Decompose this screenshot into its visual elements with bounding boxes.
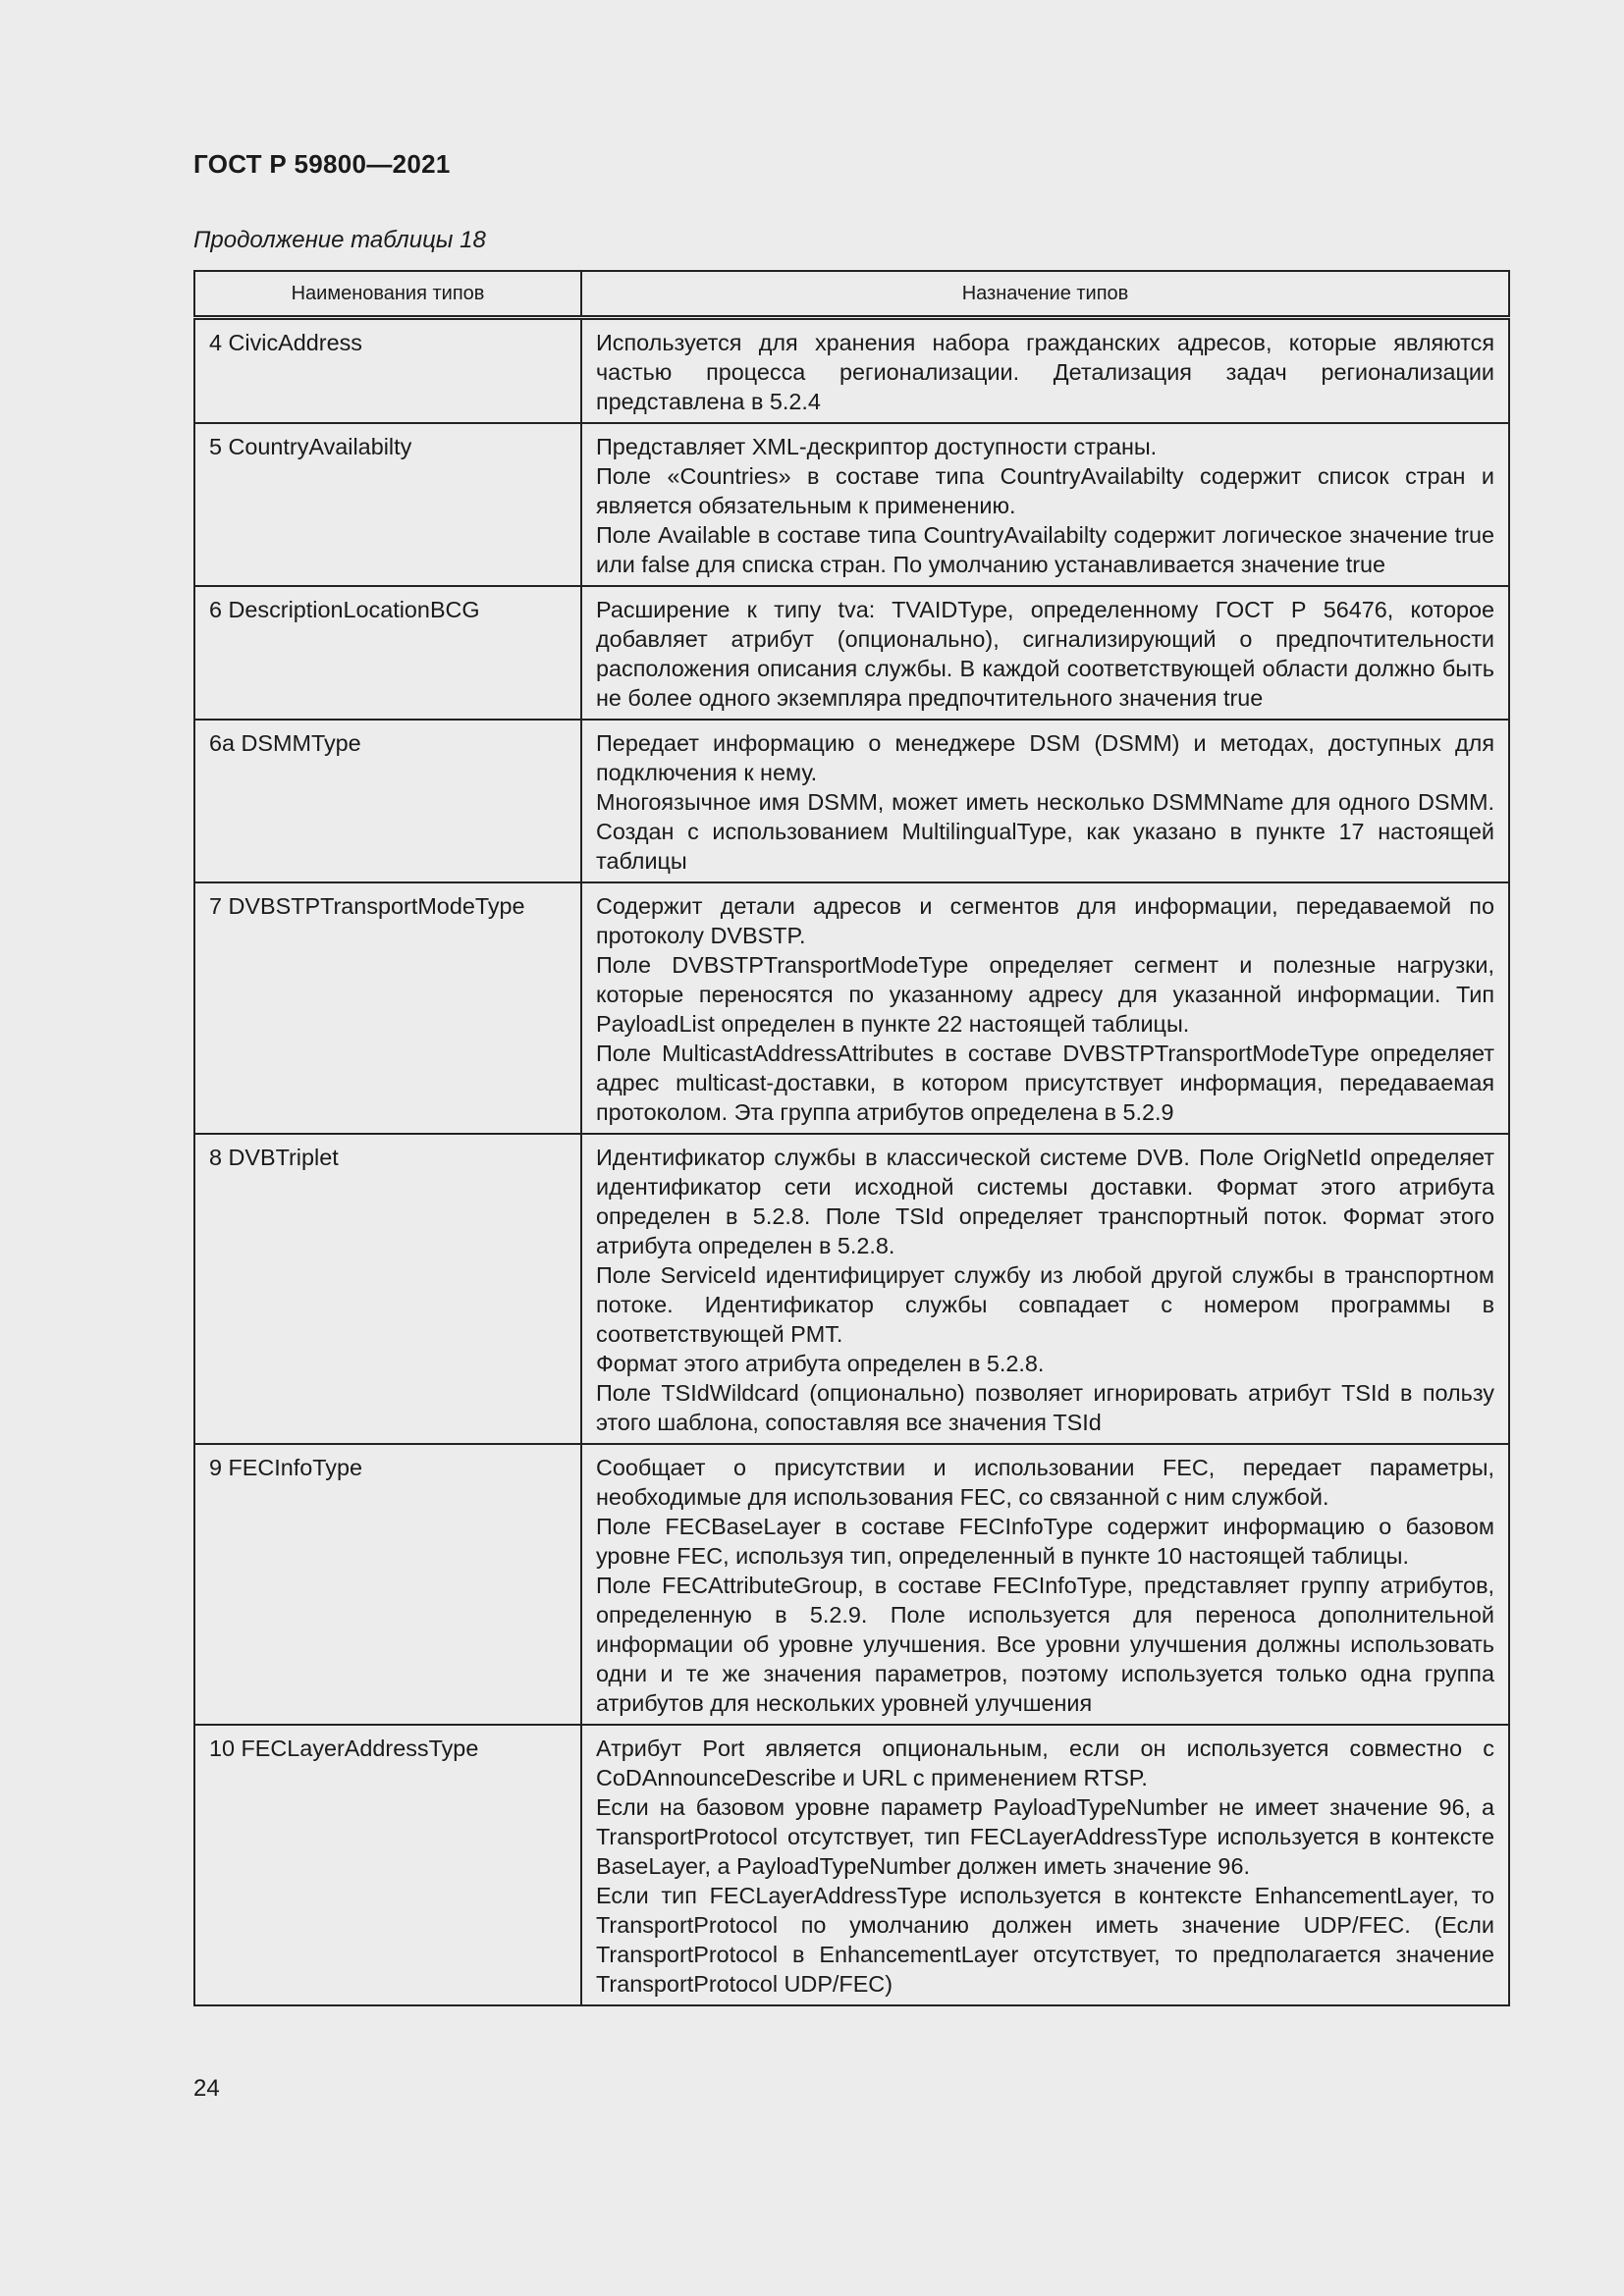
description-paragraph: Содержит детали адресов и сегментов для информации, передаваемой по протоколу DVBSTP. — [596, 893, 1494, 948]
type-name-cell: 5 CountryAvailabilty — [194, 423, 581, 586]
table-row — [194, 1134, 1509, 1444]
column-header-purpose: Назначение типов — [581, 271, 1509, 318]
type-name-cell: 8 DVBTriplet — [194, 1134, 581, 1444]
type-name-cell: 9 FECInfoType — [194, 1444, 581, 1725]
table-row — [194, 1444, 1509, 1725]
table-caption: Продолжение таблицы 18 — [193, 227, 486, 253]
type-name-cell: 10 FECLayerAddressType — [194, 1725, 581, 2005]
type-description-cell — [581, 423, 1509, 586]
description-paragraph: Используется для хранения набора гражданских адресов, которые являются частью процесса регионализации. Детализация задач регионализации представлена в 5.2.4 — [596, 330, 1494, 414]
page-number: 24 — [193, 2075, 220, 2102]
type-description-cell — [581, 720, 1509, 882]
description-paragraph: Формат этого атрибута определен в 5.2.8. — [596, 1351, 1045, 1376]
type-name-cell: 6 DescriptionLocationBCG — [194, 586, 581, 720]
description-paragraph: Сообщает о присутствии и использовании FEC, передает параметры, необходимые для использования FEC, со связанной с ним службой. — [596, 1455, 1494, 1510]
types-table — [193, 270, 1510, 2006]
description-paragraph: Идентификатор службы в классической системе DVB. Поле OrigNetId определяет идентификатор сети исходной системы доставки. Формат этого атрибута определен в 5.2.8. Поле TSId определяет транспортный поток. Формат этого атрибута определен в 5.2.8. — [596, 1145, 1494, 1258]
type-description-cell — [581, 882, 1509, 1134]
description-paragraph: Многоязычное имя DSMM, может иметь несколько DSMMName для одного DSMM. Создан с использованием MultilingualType, как указано в пункте 17 настоящей таблицы — [596, 789, 1494, 874]
type-name-cell: 6a DSMMType — [194, 720, 581, 882]
type-name-cell: 7 DVBSTPTransportModeType — [194, 882, 581, 1134]
type-name-cell: 4 CivicAddress — [194, 318, 581, 424]
type-description-cell — [581, 586, 1509, 720]
type-description-cell — [581, 1444, 1509, 1725]
table-row — [194, 586, 1509, 720]
table-row — [194, 882, 1509, 1134]
description-paragraph: Поле FECAttributeGroup, в составе FECInfoType, представляет группу атрибутов, определенную в 5.2.9. Поле используется для переноса дополнительной информации об уровне улучшения. Все уровни улучшения должны использовать одни и те же значения параметров, поэтому используется только одна группа атрибутов для нескольких уровней улучшения — [596, 1573, 1494, 1716]
table-row — [194, 423, 1509, 586]
description-paragraph: Передает информацию о менеджере DSM (DSMM) и методах, доступных для подключения к нему. — [596, 730, 1494, 785]
table-row — [194, 720, 1509, 882]
description-paragraph: Расширение к типу tva: TVAIDType, определенному ГОСТ Р 56476, которое добавляет атрибут (опционально), сигнализирующий о предпочтительности расположения описания службы. В каждой соответствующей области должно быть не более одного экземпляра предпочтительного значения true — [596, 597, 1494, 711]
table-row — [194, 318, 1509, 424]
type-description-cell — [581, 1725, 1509, 2005]
table-row — [194, 1725, 1509, 2005]
description-paragraph: Поле TSIdWildcard (опционально) позволяет игнорировать атрибут TSId в пользу этого шаблона, сопоставляя все значения TSId — [596, 1380, 1494, 1435]
document-code: ГОСТ Р 59800—2021 — [193, 149, 451, 179]
description-paragraph: Поле DVBSTPTransportModeType определяет сегмент и полезные нагрузки, которые переносятся по указанному адресу для указанной информации. Тип PayloadList определен в пункте 22 настоящей таблицы. — [596, 952, 1494, 1037]
description-paragraph: Атрибут Port является опциональным, если он используется совместно с CoDAnnounceDescribe и URL с применением RTSP. — [596, 1735, 1494, 1790]
description-paragraph: Поле MulticastAddressAttributes в составе DVBSTPTransportModeType определяет адрес multicast-доставки, в котором присутствует информация, передаваемая протоколом. Эта группа атрибутов определена в 5.2.9 — [596, 1041, 1494, 1125]
description-paragraph: Поле Available в составе типа CountryAvailabilty содержит логическое значение true или false для списка стран. По умолчанию устанавливается значение true — [596, 522, 1494, 577]
type-description-cell — [581, 318, 1509, 424]
table-body — [194, 318, 1509, 2006]
description-paragraph: Поле ServiceId идентифицирует службу из любой другой службы в транспортном потоке. Идентификатор службы совпадает с номером программы в соответствующей PMT. — [596, 1262, 1494, 1347]
description-paragraph: Представляет XML-дескриптор доступности страны. — [596, 434, 1158, 459]
description-paragraph: Если на базовом уровне параметр PayloadTypeNumber не имеет значение 96, а TransportProtocol отсутствует, тип FECLayerAddressType используется в контексте BaseLayer, а PayloadTypeNumber должен иметь значение 96. — [596, 1794, 1494, 1879]
type-description-cell — [581, 1134, 1509, 1444]
description-paragraph: Поле FECBaseLayer в составе FECInfoType содержит информацию о базовом уровне FEC, используя тип, определенный в пункте 10 настоящей таблицы. — [596, 1514, 1494, 1569]
column-header-names: Наименования типов — [194, 271, 581, 318]
description-paragraph: Поле «Countries» в составе типа CountryAvailabilty содержит список стран и является обязательным к применению. — [596, 463, 1494, 518]
table-header-row — [194, 271, 1509, 318]
description-paragraph: Если тип FECLayerAddressType используется в контексте EnhancementLayer, то TransportProtocol по умолчанию должен иметь значение UDP/FEC. (Если TransportProtocol в EnhancementLayer отсутствует, то предполагается значение TransportProtocol UDP/FEC) — [596, 1883, 1494, 1997]
